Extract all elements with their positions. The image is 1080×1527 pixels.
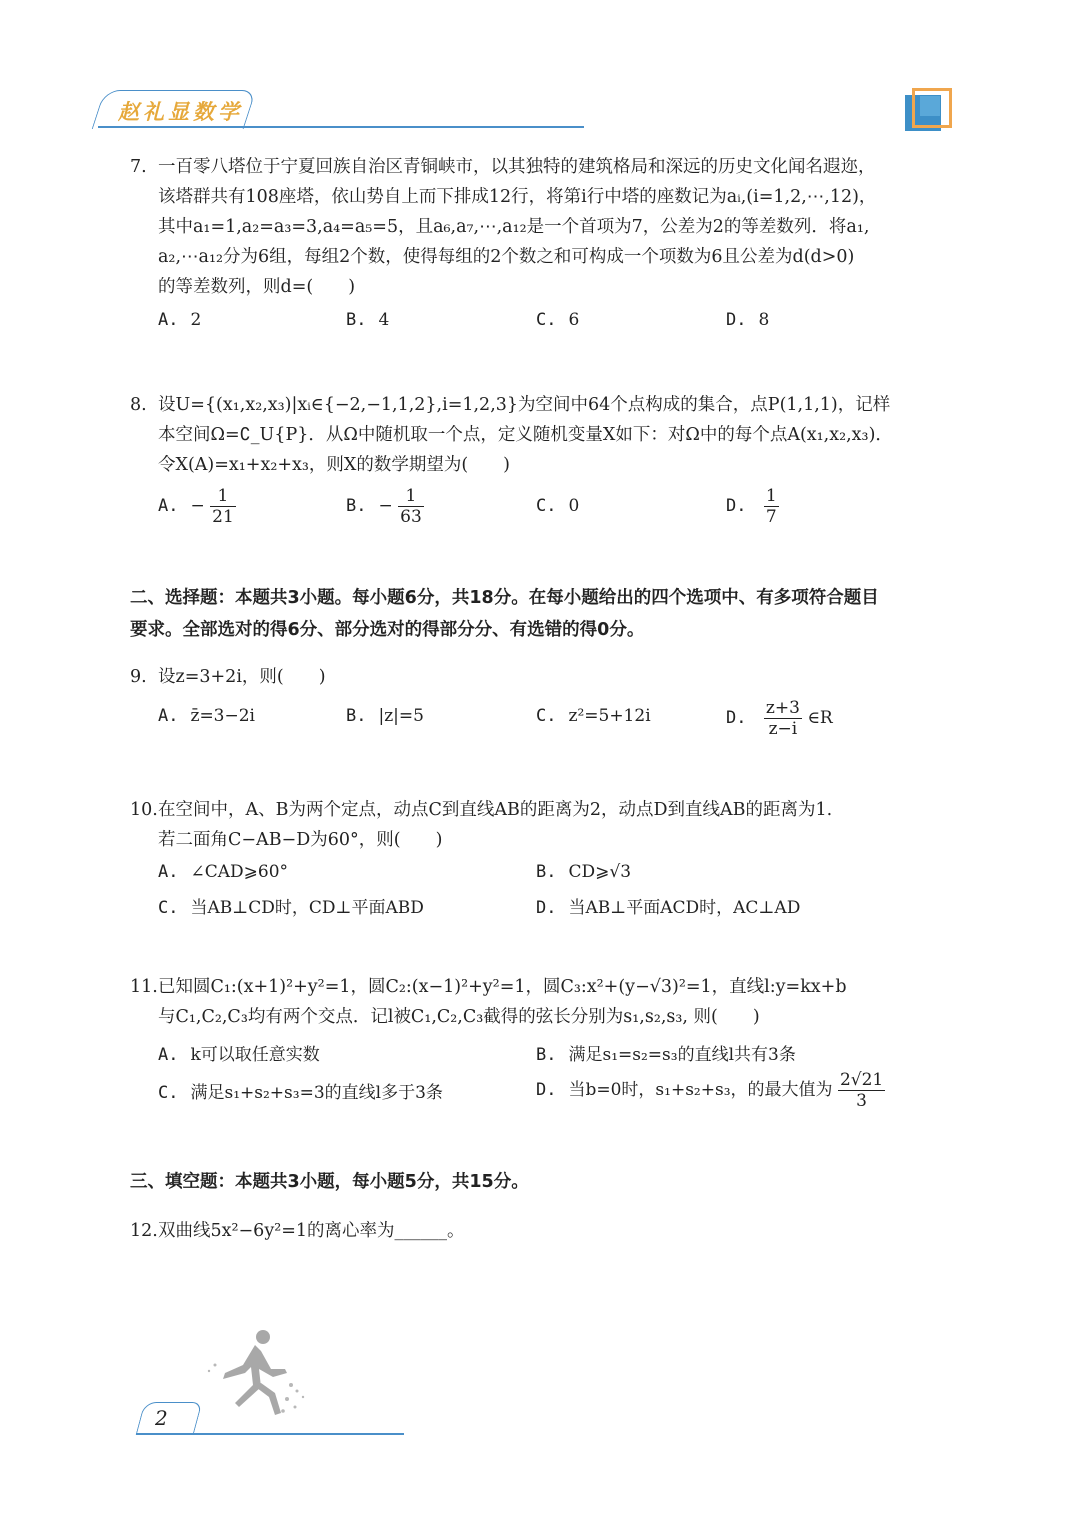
section-3-heading — [130, 1166, 960, 1198]
option-a: A. 2 — [158, 310, 202, 330]
question-text: 双曲线5x²−6y²=1的离心率为______。 — [158, 1221, 465, 1241]
option-b: B. CD⩾√3 — [536, 862, 632, 882]
runner-illustration-icon — [195, 1325, 315, 1425]
section-text: 二、选择题：本题共3小题。每小题6分，共18分。在每小题给出的四个选项中、有多项符合题目 — [130, 588, 879, 608]
header-rule — [98, 126, 584, 128]
question-line — [130, 152, 960, 182]
section-text: 三、填空题：本题共3小题，每小题5分，共15分。 — [130, 1172, 529, 1192]
option-a: A. − $\frac{1}{21}$ — [158, 486, 234, 527]
question-11 — [130, 972, 960, 1032]
option-c: C. 当AB⊥CD时，CD⊥平面ABD — [158, 898, 424, 918]
option-d: D. $\frac{z+3}{z-i}$ ∈R — [726, 698, 833, 739]
option-c: C. z²=5+12i — [536, 706, 651, 726]
option-c: C. 6 — [536, 310, 580, 330]
question-text: 与C₁,C₂,C₃均有两个交点．记l被C₁,C₂,C₃截得的弦长分别为s₁,s₂,s₃, 则( ) — [158, 1007, 760, 1027]
option-a: A. ∠CAD⩾60° — [158, 862, 289, 882]
question-number: 9. — [130, 667, 147, 687]
question-text: 在空间中，A、B为两个定点，动点C到直线AB的距离为2，动点D到直线AB的距离为1. — [158, 800, 833, 820]
option-b: B. 满足s₁=s₂=s₃的直线l共有3条 — [536, 1045, 796, 1065]
question-text: 若二面角C−AB−D为60°，则( ) — [158, 830, 443, 850]
logo-inner-icon — [920, 96, 940, 116]
option-b: B. |z|=5 — [346, 706, 424, 726]
question-text: 已知圆C₁:(x+1)²+y²=1，圆C₂:(x−1)²+y²=1，圆C₃:x²+(y−√3)²=1，直线l:y=kx+b — [158, 977, 847, 997]
question-text: 的等差数列，则d=( ) — [158, 277, 356, 297]
question-10 — [130, 795, 960, 855]
option-b: B. 4 — [346, 310, 390, 330]
question-number: 11. — [130, 977, 158, 997]
footer-rule — [136, 1433, 404, 1435]
question-text: 其中a₁=1,a₂=a₃=3,a₄=a₅=5，且a₆,a₇,⋯,a₁₂是一个首项为7，公差为2的等差数列．将a₁, — [158, 217, 870, 237]
section-2-heading — [130, 582, 960, 646]
option-c: C. 0 — [536, 496, 580, 516]
question-7 — [130, 152, 960, 302]
page-number: 2 — [155, 1406, 168, 1430]
question-number: 8. — [130, 395, 147, 415]
option-a: A. k可以取任意实数 — [158, 1045, 320, 1065]
question-text: a₂,⋯a₁₂分为6组，每组2个数，使得每组的2个数之和可构成一个项数为6且公差为d(d>0) — [158, 247, 855, 267]
option-d: D. 当b=0时，s₁+s₂+s₃，的最大值为 $\frac{2√21}{3}$ — [536, 1070, 884, 1111]
option-d: D. 8 — [726, 310, 770, 330]
option-d: D. $\frac{1}{7}$ — [726, 486, 777, 527]
question-text: 令X(A)=x₁+x₂+x₃，则X的数学期望为( ) — [158, 455, 511, 475]
question-text: 该塔群共有108座塔，依山势自上而下排成12行，将第i行中塔的座数记为aᵢ,(i=1,2,⋯,12)， — [158, 187, 877, 207]
brand-title: 赵礼显数学 — [118, 100, 243, 124]
option-d: D. 当AB⊥平面ACD时，AC⊥AD — [536, 898, 801, 918]
question-number: 7. — [130, 157, 147, 177]
footer-tab — [136, 1402, 203, 1435]
question-9 — [130, 662, 960, 692]
question-8 — [130, 390, 960, 480]
question-text: 设z=3+2i，则( ) — [158, 667, 326, 687]
option-a: A. z̄=3−2i — [158, 706, 255, 726]
section-text: 要求。全部选对的得6分、部分选对的得部分分、有选错的得0分。 — [130, 620, 645, 640]
question-12 — [130, 1216, 960, 1246]
question-text: 设U={(x₁,x₂,x₃)|xᵢ∈{−2,−1,1,2},i=1,2,3}为空间中64个点构成的集合，点P(1,1,1)，记样 — [158, 395, 891, 415]
option-b: B. − $\frac{1}{63}$ — [346, 486, 422, 527]
question-number: 10. — [130, 800, 158, 820]
question-number: 12. — [130, 1221, 158, 1241]
option-c: C. 满足s₁+s₂+s₃=3的直线l多于3条 — [158, 1083, 443, 1103]
question-text: 一百零八塔位于宁夏回族自治区青铜峡市，以其独特的建筑格局和深远的历史文化闻名遐迩， — [158, 157, 876, 177]
question-text: 本空间Ω=∁_U{P}．从Ω中随机取一个点，定义随机变量X如下：对Ω中的每个点A(x₁,x₂,x₃)． — [158, 425, 893, 445]
